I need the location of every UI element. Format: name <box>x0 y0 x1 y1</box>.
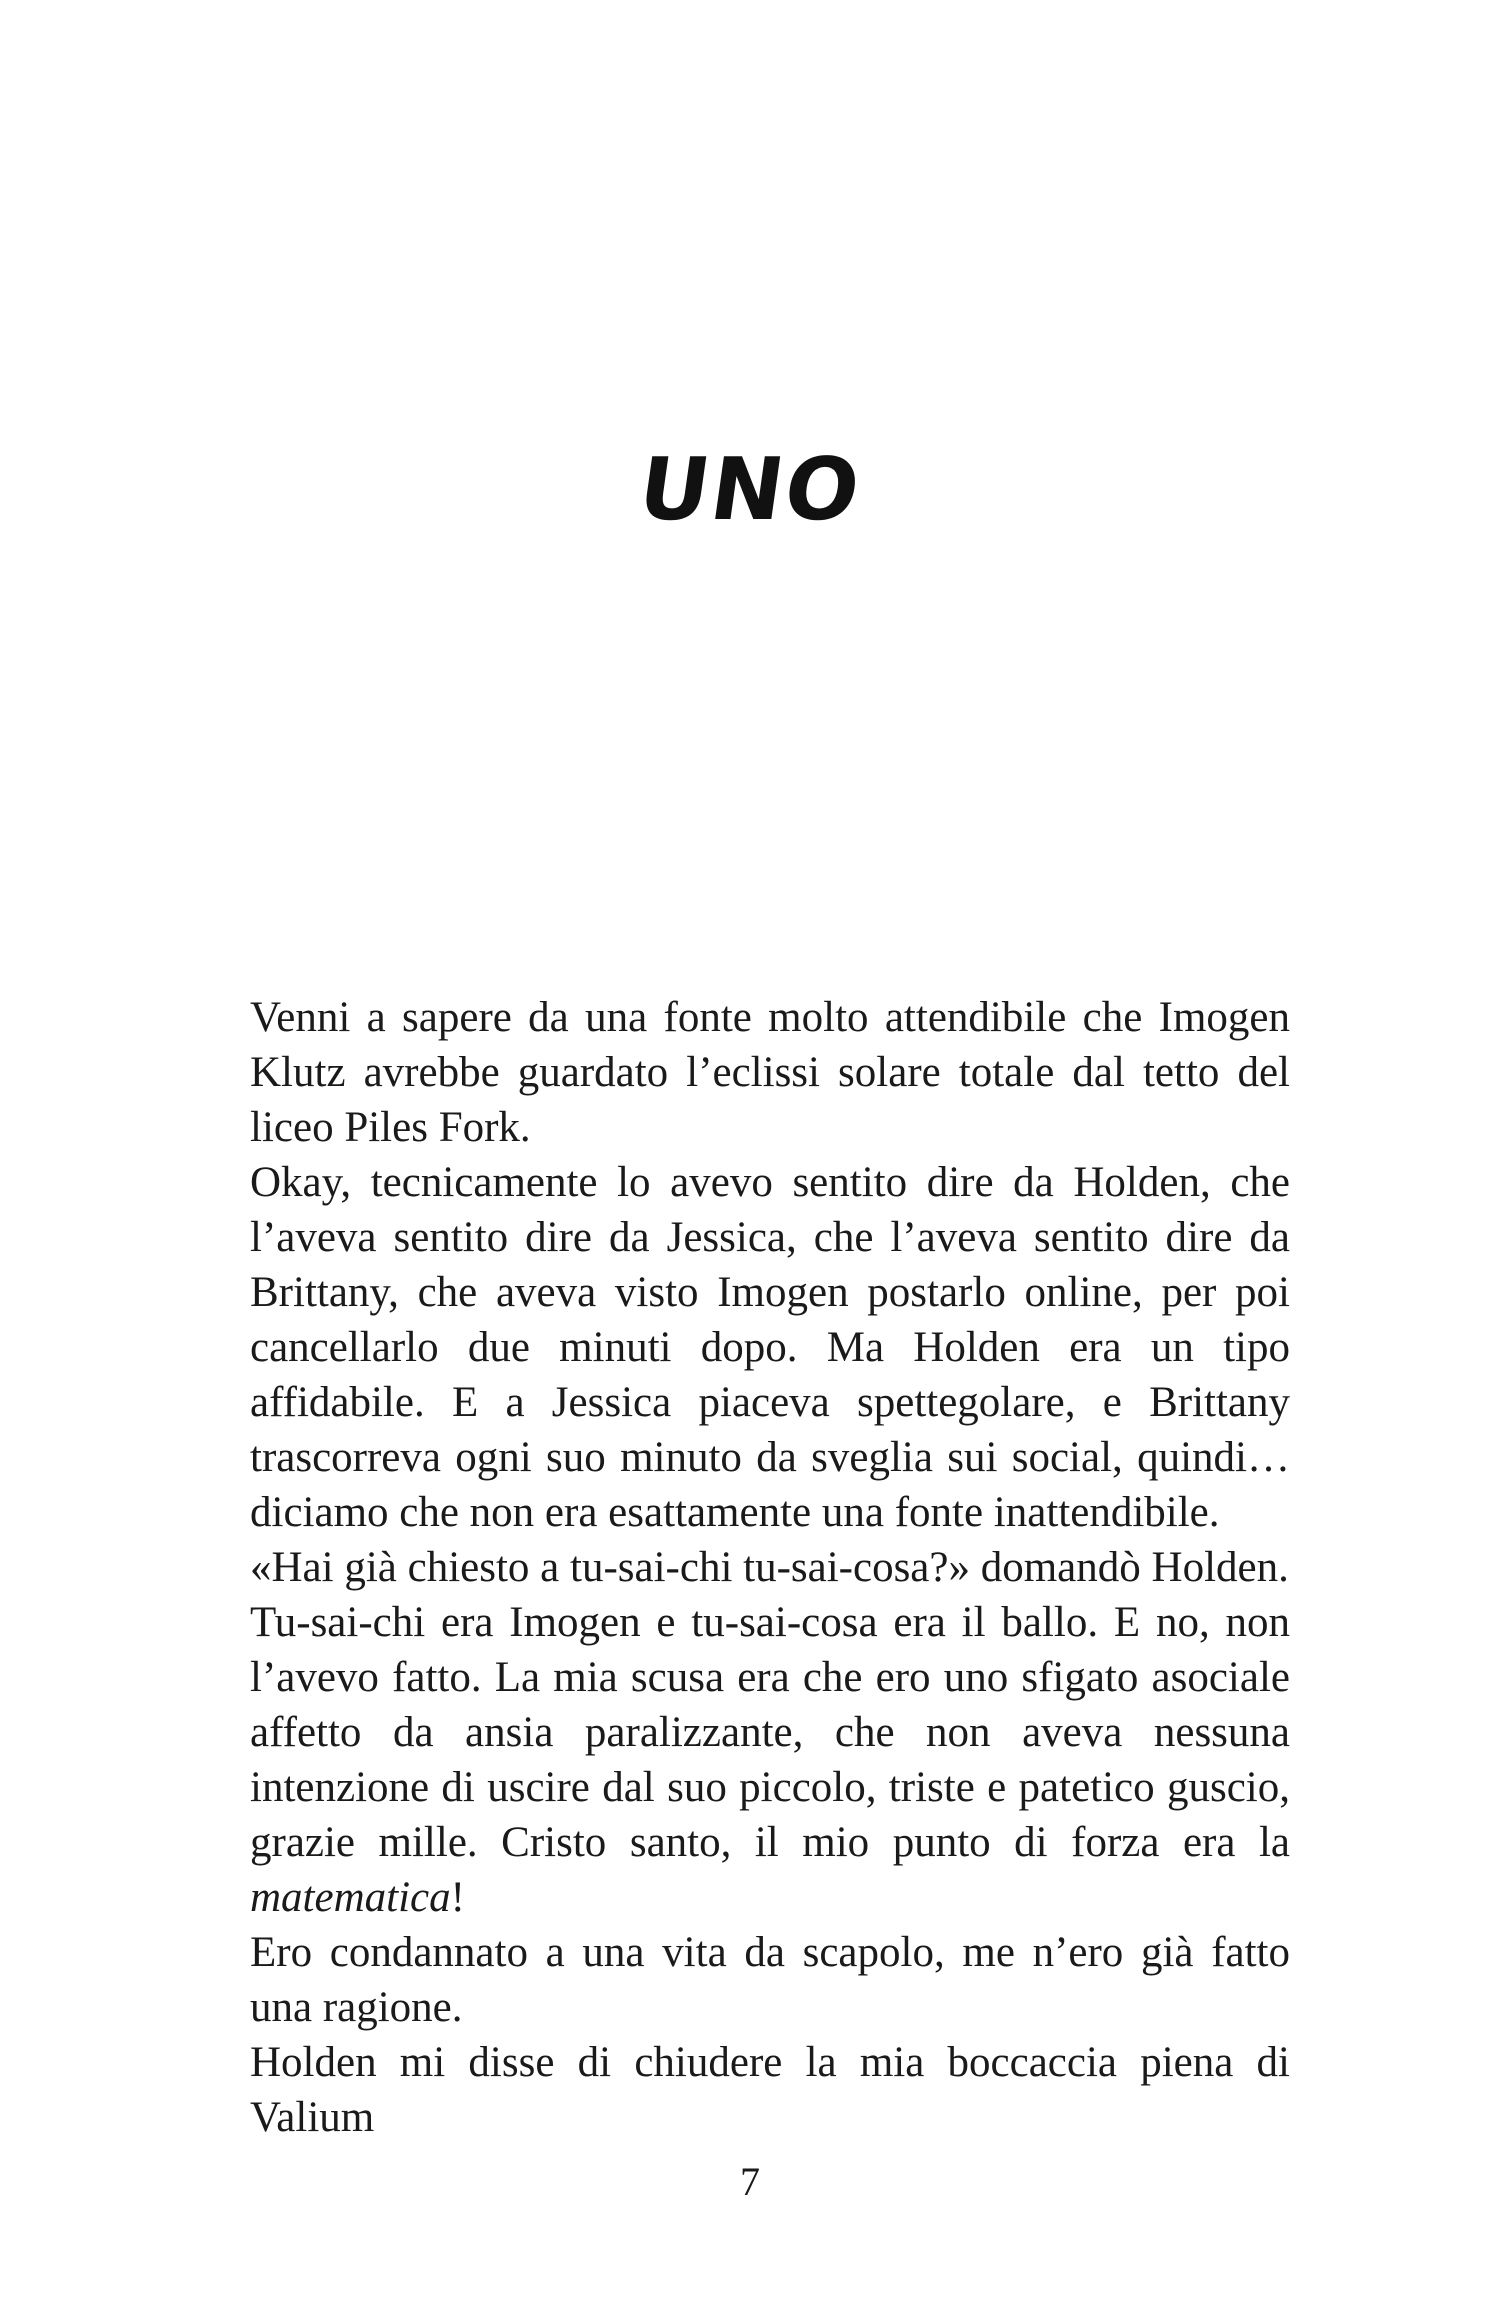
paragraph-3: «Hai già chiesto a tu-sai-chi tu-sai-cosa?» domandò Holden. <box>250 1544 1289 1591</box>
paragraph-1: Venni a sapere da una fonte molto attendibile che Imogen Klutz avrebbe guardato l’eclissi solare totale dal tetto del liceo Piles Fork. <box>250 994 1290 1151</box>
paragraph-5: Ero condannato a una vita da scapolo, me n’ero già fatto una ragione. <box>250 1929 1290 2031</box>
paragraph-4-text: Tu-sai-chi era Imogen e tu-sai-cosa era il ballo. E no, non l’avevo fatto. La mia scusa era che ero uno sfigato asociale affetto da ansia paralizzante, che non aveva nessuna intenzione di uscire dal suo piccolo, triste e patetico guscio, grazie mille. Cristo santo, il mio punto di forza era la <box>250 1599 1290 1866</box>
paragraph-6: Holden mi disse di chiudere la mia boccaccia piena di Valium <box>250 2039 1290 2141</box>
page-number: 7 <box>740 2159 760 2204</box>
chapter-title: UNO <box>632 440 868 540</box>
chapter-body <box>250 990 1290 2145</box>
paragraph-4 <box>250 1595 1290 1925</box>
paragraph-4-end: ! <box>450 1874 465 1921</box>
paragraph-4-emphasis: matematica <box>250 1874 451 1921</box>
paragraph-2: Okay, tecnicamente lo avevo sentito dire da Holden, che l’aveva sentito dire da Jessica, che l’aveva sentito dire da Brittany, che aveva visto Imogen postarlo online, per poi cancellarlo due minuti dopo. Ma Holden era un tipo affidabile. E a Jessica piaceva spettegolare, e Brittany trascorreva ogni suo minuto da sveglia sui social, quindi… diciamo che non era esattamente una fonte inattendibile. <box>250 1159 1290 1536</box>
